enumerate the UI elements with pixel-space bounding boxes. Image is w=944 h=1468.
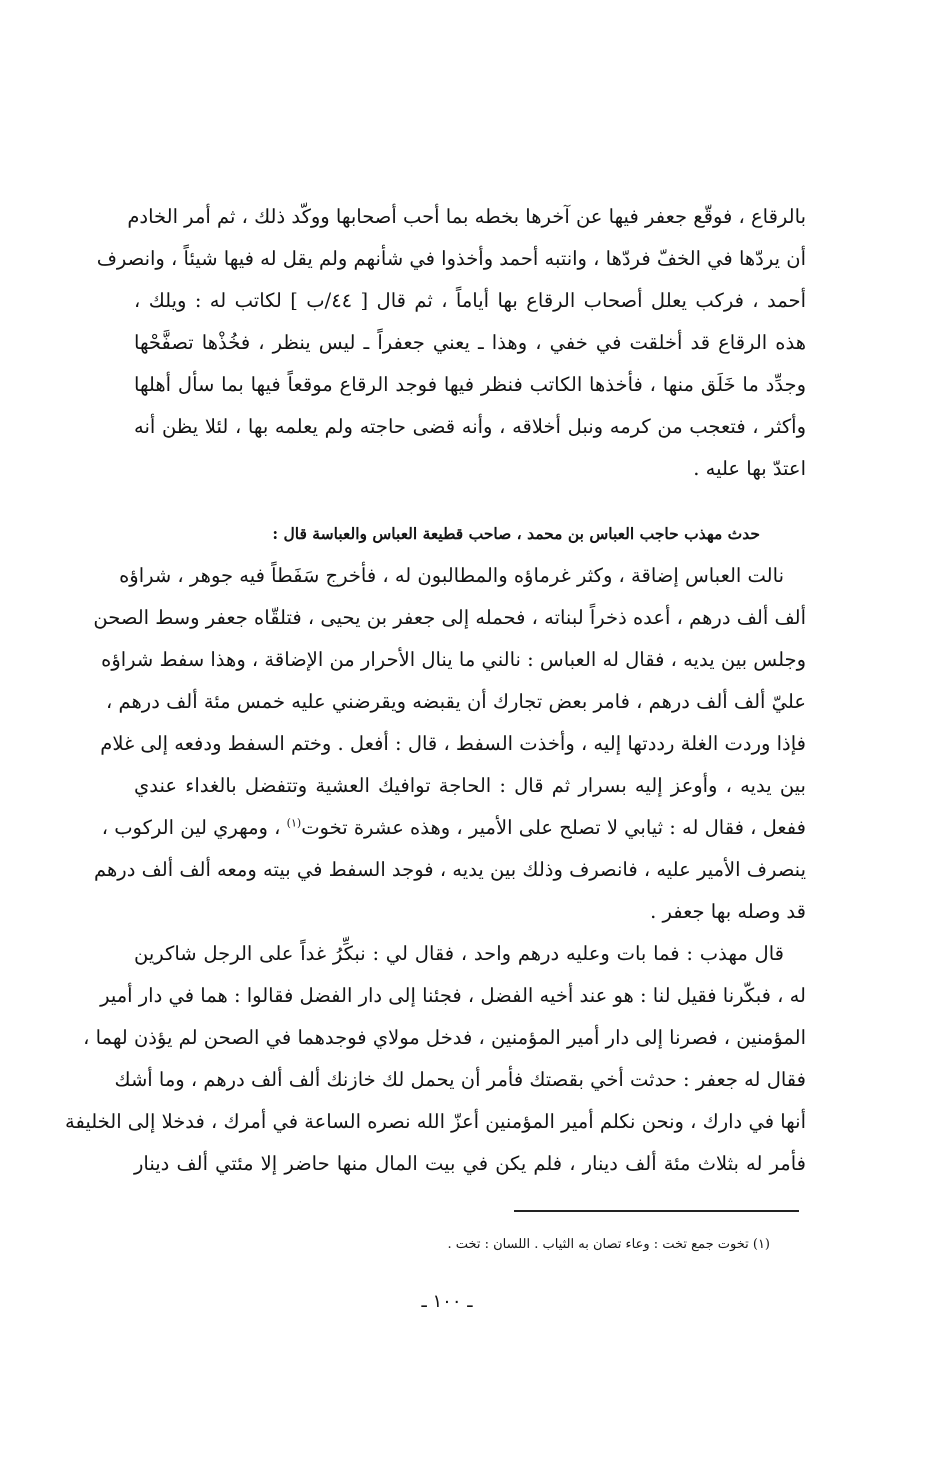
text-line: نالت العباس إضاقة ، وكثر غرماؤه والمطالبون له ، فأخرج سَفَطاً فيه جوهر ، شراؤه [119,564,784,587]
text-line: فقال له جعفر : حدثت أخي بقصتك فأمر أن يحمل لك خازنك ألف ألف درهم ، وما أشك [114,1068,806,1091]
paragraph-continuation [65,933,806,1185]
footnote: (١) تخوت جمع تخت : وعاء تصان به الثياب . اللسان : تخت . [447,1237,770,1252]
text-line: أنها في دارك ، ونحن نكلم أمير المؤمنين أعزّ الله نصره الساعة في أمرك ، فدخلا إلى الخليفة [65,1110,806,1133]
text-line: بين يديه ، وأوعز إليه بسرار ثم قال : الحاجة توافيك العشية وتتفضل بالغداء عندي [134,774,806,797]
text-line: ينصرف الأمير عليه ، فانصرف وذلك بين يديه ، فوجد السفط في بيته ومعه ألف ألف درهم [94,858,806,881]
text-line: وجدِّد ما خَلَق منها ، فأخذها الكاتب فنظر فيها فوجد الرقاع موقعاً فيها بما سأل أهلها [134,373,806,396]
text-segment: ، ومهري لين الركوب ، [101,816,281,839]
text-line: أن يردّها في الخفّ فردّها ، وانتبه أحمد وأخذوا في شأنهم ولم يقل له فيها شيئاً ، وانصرف [96,247,806,270]
text-line: فأمر له بثلاث مئة ألف دينار ، فلم يكن في بيت المال منها حاضر إلا مئتي ألف دينار [134,1152,806,1175]
section-heading: حدث مهذب حاجب العباس بن محمد ، صاحب قطيعة العباس والعباسة قال : [272,524,760,543]
text-line: ألف ألف درهم ، أعده ذخراً لبناته ، فحمله إلى جعفر بن يحيى ، فتلقّاه جعفر وسط الصحن [93,606,806,629]
page-number: ـ ١٠٠ ـ [421,1291,473,1312]
text-line: وجلس بين يديه ، فقال له العباس : نالني ما ينال الأحرار من الإضاقة ، وهذا سفط شراؤه [101,648,806,671]
text-line: قد وصله بها جعفر . [650,900,806,923]
text-line: اعتدّ بها عليه . [693,457,806,480]
text-line: أحمد ، فركب يعلل أصحاب الرقاع بها أياماً ، ثم قال [ ٤٤/ب ] لكاتب له : ويلك ، [134,289,806,312]
footnote-reference[interactable]: (١) [286,816,302,830]
text-line: قال مهذب : فما بات وعليه درهم واحد ، فقال لي : نبكِّرُ غداً على الرجل شاكرين [134,942,784,965]
paragraph-opening [96,196,806,490]
text-line: هذه الرقاع قد أخلقت في خفي ، وهذا ـ يعني جعفراً ـ ليس ينظر ، فخُذْها تصفَّحْها [134,331,806,354]
text-line: له ، فبكّرنا فقيل لنا : هو عند أخيه الفضل ، فجئنا إلى دار الفضل فقالوا : هما في دار أمير [100,984,806,1007]
footnote-divider [514,1210,799,1212]
text-line-with-footnote [101,807,806,849]
text-line: عليّ ألف ألف درهم ، فامر بعض تجارك أن يقبضه ويقرضني عليه خمس مئة ألف درهم ، [106,690,806,713]
text-line: بالرقاع ، فوقّع جعفر فيها عن آخرها بخطه بما أحب أصحابها ووكّد ذلك ، ثم أمر الخادم [127,205,806,228]
text-segment: ففعل ، فقال له : ثيابي لا تصلح على الأمير ، وهذه عشرة تخوت [301,816,806,839]
paragraph-story [93,555,806,933]
text-line: المؤمنين ، فصرنا إلى دار أمير المؤمنين ، فدخل مولاي فوجدهما في الصحن لم يؤذن لهما ، [83,1026,806,1049]
text-line: فإذا وردت الغلة رددتها إليه ، وأخذت السفط ، قال : أفعل . وختم السفط ودفعه إلى غلام [100,732,806,755]
text-line: وأكثر ، فتعجب من كرمه ونبل أخلاقه ، وأنه قضى حاجته ولم يعلمه بها ، لئلا يظن أنه [134,415,806,438]
